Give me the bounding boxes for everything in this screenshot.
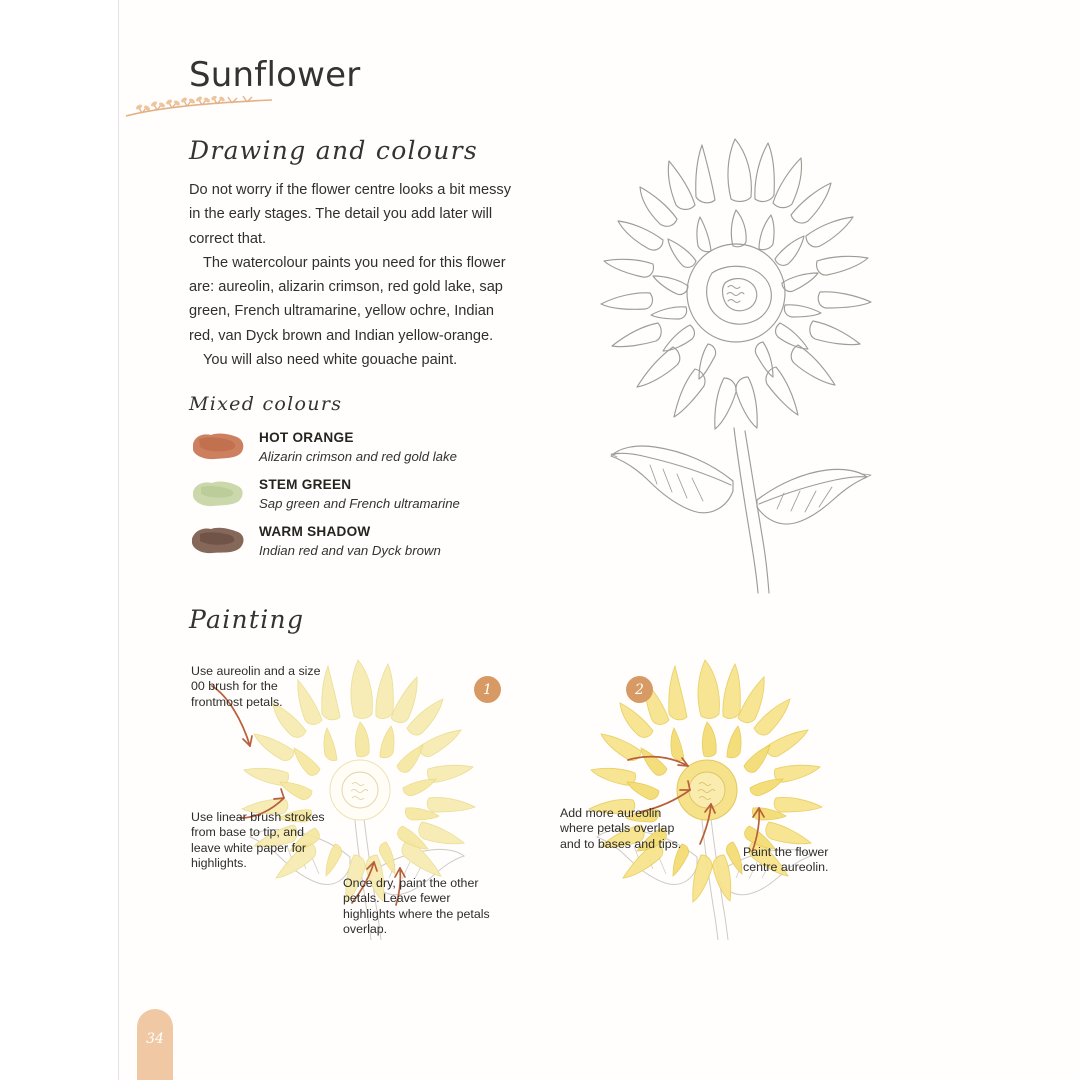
callout-step1-1: Use aureolin and a size 00 brush for the frontmost petals. [191,664,321,709]
leaf-sprig-icon [124,96,274,122]
swatch-description: Indian red and van Dyck brown [259,543,441,558]
page-gutter [0,0,119,1080]
heading-drawing-and-colours: Drawing and colours [189,136,478,165]
mixed-colour-row [189,524,589,564]
callout-step1-3: Once dry, paint the other petals. Leave fewer highlights where the petals overlap. [343,876,490,937]
body-paragraph-1: Do not worry if the flower centre looks a bit messy in the early stages. The detail you add later will correct that. [189,182,511,247]
page-number: 34 [146,1031,164,1047]
step-badge-2: 2 [626,676,653,703]
swatch-hot-orange [189,430,247,462]
swatch-warm-shadow [189,524,247,556]
callout-step2-2: Paint the flower centre aureolin. [743,845,829,875]
mixed-colour-row [189,477,589,517]
callout-step2-1: Add more aureolin where petals overlap and to bases and tips. [560,806,682,851]
page-number-tab [137,1009,173,1080]
page-title: Sunflower [189,55,361,95]
swatch-name: STEM GREEN [259,477,352,492]
swatch-description: Sap green and French ultramarine [259,496,460,511]
heading-painting: Painting [189,605,305,634]
swatch-description: Alizarin crimson and red gold lake [259,449,457,464]
sunflower-line-drawing [535,95,935,595]
swatch-stem-green [189,477,247,509]
body-paragraph-3: You will also need white gouache paint. [203,352,458,369]
swatch-name: WARM SHADOW [259,524,371,539]
body-paragraph-2: The watercolour paints you need for this flower are: aureolin, alizarin crimson, red gold lake, sap green, French ultramarine, yellow ochre, Indian red, van Dyck brown and Indian yellow-orange. [189,254,506,344]
swatch-name: HOT ORANGE [259,430,354,445]
step-badge-1: 1 [474,676,501,703]
callout-step1-2: Use linear brush strokes from base to tip, and leave white paper for highlights. [191,810,325,871]
mixed-colour-row [189,430,589,470]
heading-mixed-colours: Mixed colours [189,393,343,415]
body-text-block [189,178,519,372]
